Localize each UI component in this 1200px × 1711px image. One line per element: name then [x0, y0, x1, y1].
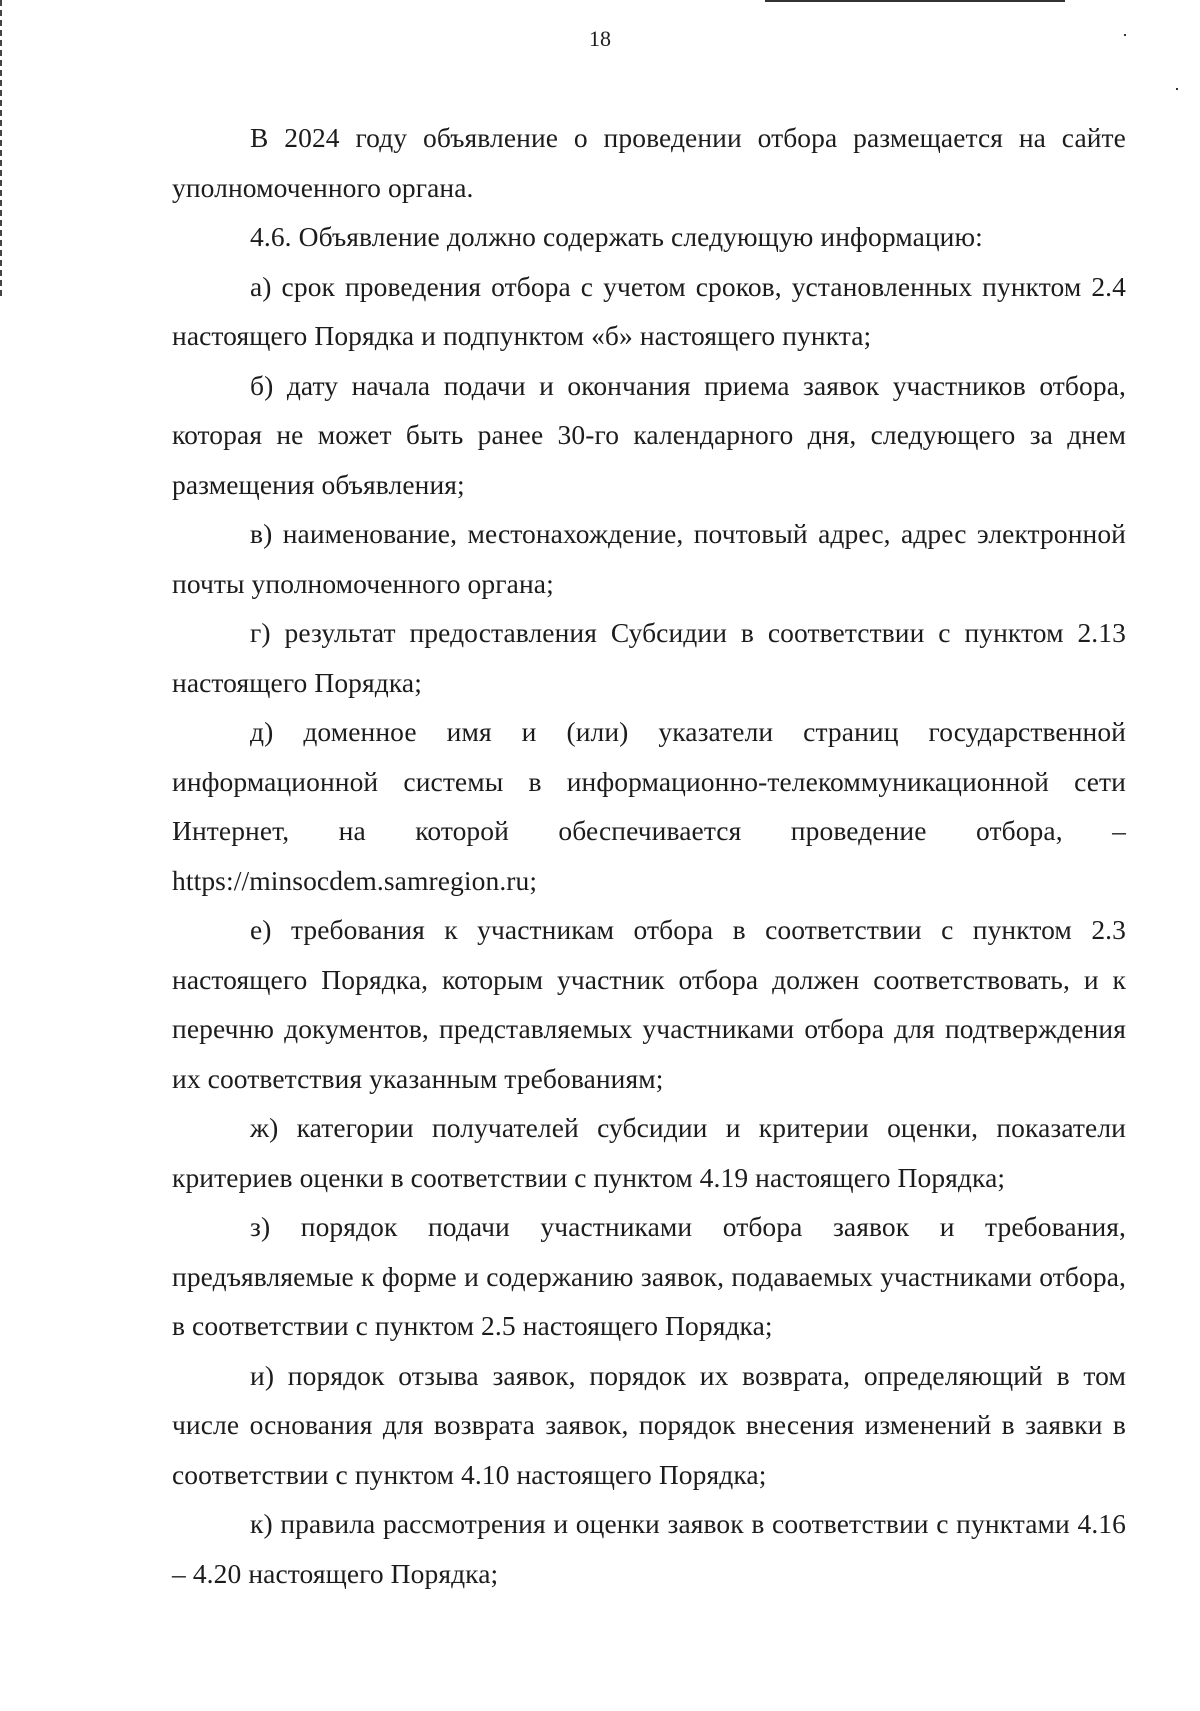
- paragraph-item-b: б) дату начала подачи и окончания приема заявок участников отбора, которая не может быть ранее 30-го календарного дня, следующего за днем размещения объявления;: [172, 369, 1126, 500]
- paragraph-item-a: а) срок проведения отбора с учетом сроков, установленных пунктом 2.4 настоящего Порядка и подпунктом «б» настоящего пункта;: [172, 270, 1126, 351]
- paragraph-item-k: к) правила рассмотрения и оценки заявок в соответствии с пунктами 4.16 – 4.20 настоящего Порядка;: [172, 1508, 1126, 1589]
- paragraph-item-g: г) результат предоставления Субсидии в соответствии с пунктом 2.13 настоящего Порядка;: [172, 617, 1126, 698]
- scan-speck: [1176, 88, 1178, 90]
- paragraph-4-6-heading: 4.6. Объявление должно содержать следующую информацию:: [250, 221, 983, 252]
- paragraph-announcement-2024: В 2024 году объявление о проведении отбора размещается на сайте уполномоченного органа.: [172, 122, 1126, 203]
- paragraph-item-i: и) порядок отзыва заявок, порядок их возврата, определяющий в том числе основания для возврата заявок, порядок внесения изменений в заявки в соответствии с пунктом 4.10 настоящего Порядка;: [172, 1359, 1126, 1490]
- paragraph-item-v: в) наименование, местонахождение, почтовый адрес, адрес электронной почты уполномоченного органа;: [172, 518, 1126, 599]
- paragraph-item-e: е) требования к участникам отбора в соответствии с пунктом 2.3 настоящего Порядка, которым участник отбора должен соответствовать, и к перечню документов, представляемых участниками отбора для подтверждения их соответствия указанным требованиям;: [172, 914, 1126, 1094]
- paragraph-item-zh: ж) категории получателей субсидии и критерии оценки, показатели критериев оценки в соответствии с пунктом 4.19 настоящего Порядка;: [172, 1112, 1126, 1193]
- paragraph-item-d: д) доменное имя и (или) указатели страниц государственной информационной системы в информационно-телекоммуникационной сети Интернет, на которой обеспечивается проведение отбора, – https://minsocdem.samregion.ru;: [172, 716, 1126, 896]
- page-number: 18: [589, 26, 611, 51]
- scan-top-line: [765, 0, 1065, 2]
- document-body: [172, 113, 1126, 1598]
- paragraph-item-z: з) порядок подачи участниками отбора заявок и требования, предъявляемые к форме и содержанию заявок, подаваемых участниками отбора, в соответствии с пунктом 2.5 настоящего Порядка;: [172, 1211, 1126, 1341]
